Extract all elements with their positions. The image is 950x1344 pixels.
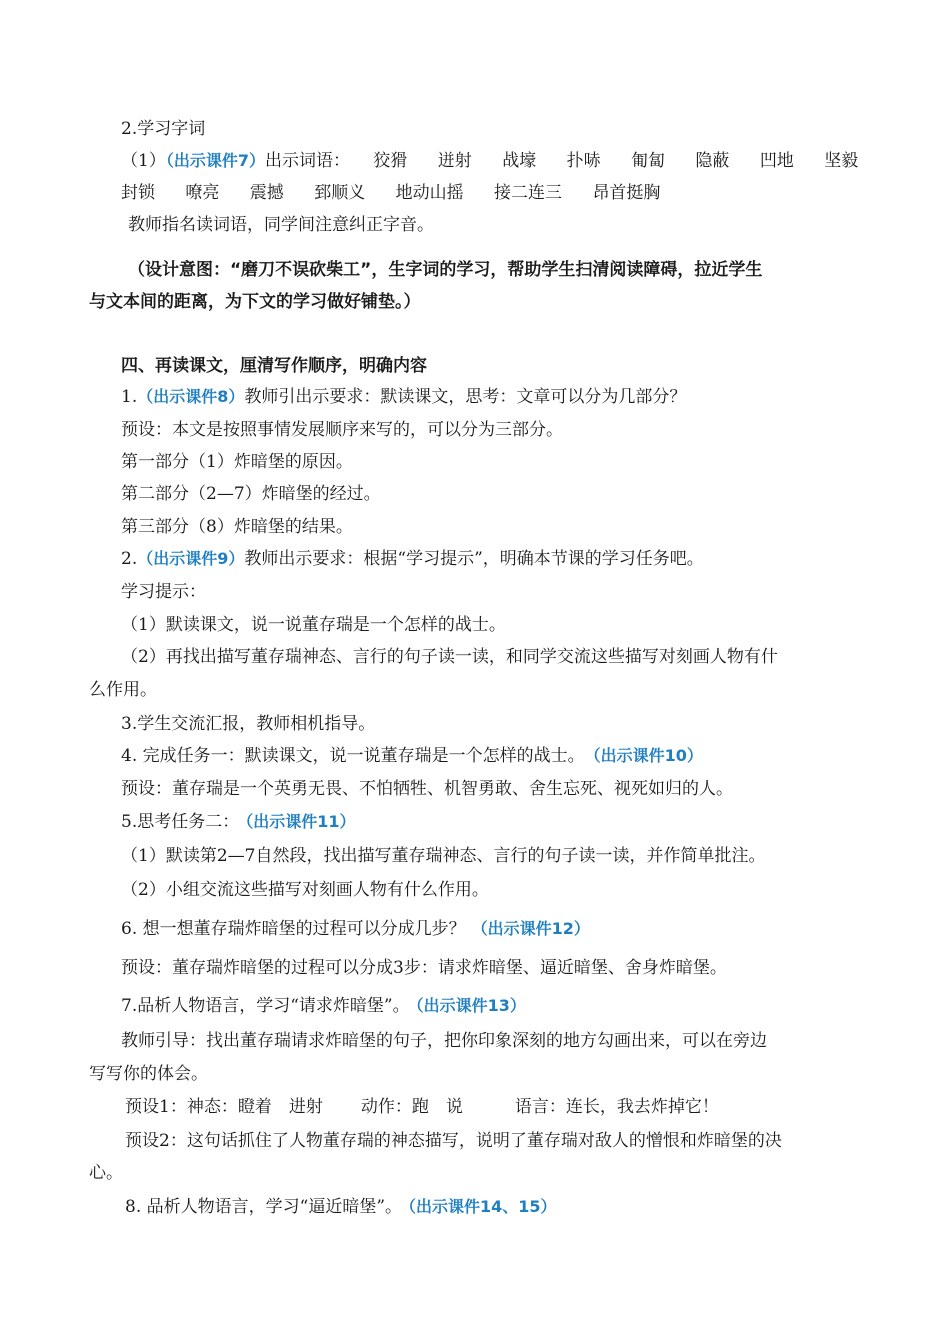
design-intent-line-2: 与文本间的距离，为下文的学习做好铺垫。） (89, 292, 421, 312)
word: 封锁 (121, 183, 155, 203)
paragraph-2 (0, 548, 950, 570)
word: 震撼 (249, 183, 284, 203)
word: 隐蔽 (695, 151, 730, 171)
part-3: 第三部分（8）炸暗堡的结果。 (121, 517, 353, 537)
tips-label: 学习提示： (121, 582, 206, 602)
paragraph-text: 4. 完成任务一：默读课文，说一说董存瑞是一个怎样的战士。 (121, 746, 585, 766)
word: 地动山摇 (395, 183, 464, 203)
words-line-2 (0, 182, 950, 204)
word: 郅顺义 (314, 183, 366, 203)
paragraph-text: 5.思考任务二： (121, 812, 240, 832)
part-2: 第二部分（2—7）炸暗堡的经过。 (121, 484, 381, 504)
paragraph-8 (0, 1196, 950, 1218)
preset-2-line-2: 心。 (89, 1163, 123, 1183)
word: 坚毅 (824, 151, 859, 171)
task-2-item-1: （1）默读第2—7自然段，找出描写董存瑞神态、言行的句子读一读，并作简单批注。 (121, 846, 766, 866)
item-prefix: （1） (121, 151, 166, 171)
preset-character: 预设：董存瑞是一个英勇无畏、不怕牺牲、机智勇敢、舍生忘死、视死如归的人。 (121, 779, 733, 799)
paragraph-text: 7.品析人物语言，学习“请求炸暗堡”。 (121, 996, 410, 1016)
tip-2-line-2: 么作用。 (89, 680, 157, 700)
courseware-tag: （出示课件7） (165, 151, 265, 170)
word: 凹地 (759, 151, 794, 171)
courseware-tag: （出示课件14、15） (408, 1197, 557, 1216)
preset-1 (0, 1096, 950, 1118)
paragraph-7 (0, 995, 950, 1017)
word: 战壕 (502, 151, 537, 171)
tip-2-line-1: （2）再找出描写董存瑞神态、言行的句子读一读，和同学交流这些描写对刻画人物有什 (121, 647, 778, 667)
tip-1: （1）默读课文，说一说董存瑞是一个怎样的战士。 (121, 615, 506, 635)
paragraph-text: 教师出示要求：根据“学习提示”，明确本节课的学习任务吧。 (244, 549, 704, 569)
word: 迸射 (437, 151, 472, 171)
courseware-tag: （出示课件9） (137, 549, 245, 568)
courseware-tag: （出示课件13） (415, 996, 526, 1015)
heading-study-words: 2.学习字词 (121, 119, 206, 139)
words-line-1 (0, 150, 950, 172)
preset-2-line-1: 预设2：这句话抓住了人物董存瑞的神态描写，说明了董存瑞对敌人的憎恨和炸暗堡的决 (125, 1131, 782, 1151)
paragraph-text: 教师引出示要求：默读课文，思考：文章可以分为几部分？ (244, 387, 687, 407)
paragraph-text: 6. 想一想董存瑞炸暗堡的过程可以分成几步？ (121, 919, 466, 939)
paragraph-text: 8. 品析人物语言，学习“逼近暗堡”。 (125, 1197, 403, 1217)
paragraph-number: 1. (121, 387, 138, 407)
teacher-note: 教师指名读词语，同学间注意纠正字音。 (128, 215, 434, 235)
preset-1-speech: 语言：连长，我去炸掉它！ (514, 1097, 719, 1117)
preset-1-action: 动作：跑 说 (360, 1097, 463, 1117)
paragraph-3: 3.学生交流汇报，教师相机指导。 (121, 714, 376, 734)
paragraph-5 (0, 811, 950, 833)
teacher-guide-line-1: 教师引导：找出董存瑞请求炸暗堡的句子，把你印象深刻的地方勾画出来，可以在旁边 (121, 1031, 767, 1051)
word: 接二连三 (494, 183, 563, 203)
words-label: 出示词语： (264, 151, 350, 171)
task-2-item-2: （2）小组交流这些描写对刻画人物有什么作用。 (121, 880, 489, 900)
courseware-tag: （出示课件11） (245, 812, 356, 831)
word: 嘹亮 (185, 183, 220, 203)
teacher-guide-line-2: 写写你的体会。 (89, 1064, 208, 1084)
courseware-tag: （出示课件8） (137, 387, 245, 406)
preset-three-parts: 预设：本文是按照事情发展顺序来写的，可以分为三部分。 (121, 420, 563, 440)
word: 扑哧 (566, 151, 601, 171)
part-1: 第一部分（1）炸暗堡的原因。 (121, 452, 353, 472)
paragraph-6 (0, 918, 950, 940)
word: 昂首挺胸 (592, 183, 661, 203)
preset-1-expression: 预设1：神态：瞪着 进射 (125, 1097, 323, 1117)
word: 狡猾 (373, 151, 408, 171)
design-intent-line-1: （设计意图：“磨刀不误砍柴工”，生字词的学习，帮助学生扫清阅读障碍，拉近学生 (128, 260, 763, 280)
preset-three-steps: 预设：董存瑞炸暗堡的过程可以分成3步：请求炸暗堡、逼近暗堡、舍身炸暗堡。 (121, 958, 727, 978)
paragraph-4 (0, 745, 950, 767)
courseware-tag: （出示课件12） (471, 919, 590, 938)
courseware-tag: （出示课件10） (592, 746, 703, 765)
paragraph-1 (0, 386, 950, 408)
section-title: 四、再读课文，厘清写作顺序，明确内容 (121, 356, 427, 376)
paragraph-number: 2. (121, 549, 138, 569)
word: 匍匐 (631, 151, 665, 171)
